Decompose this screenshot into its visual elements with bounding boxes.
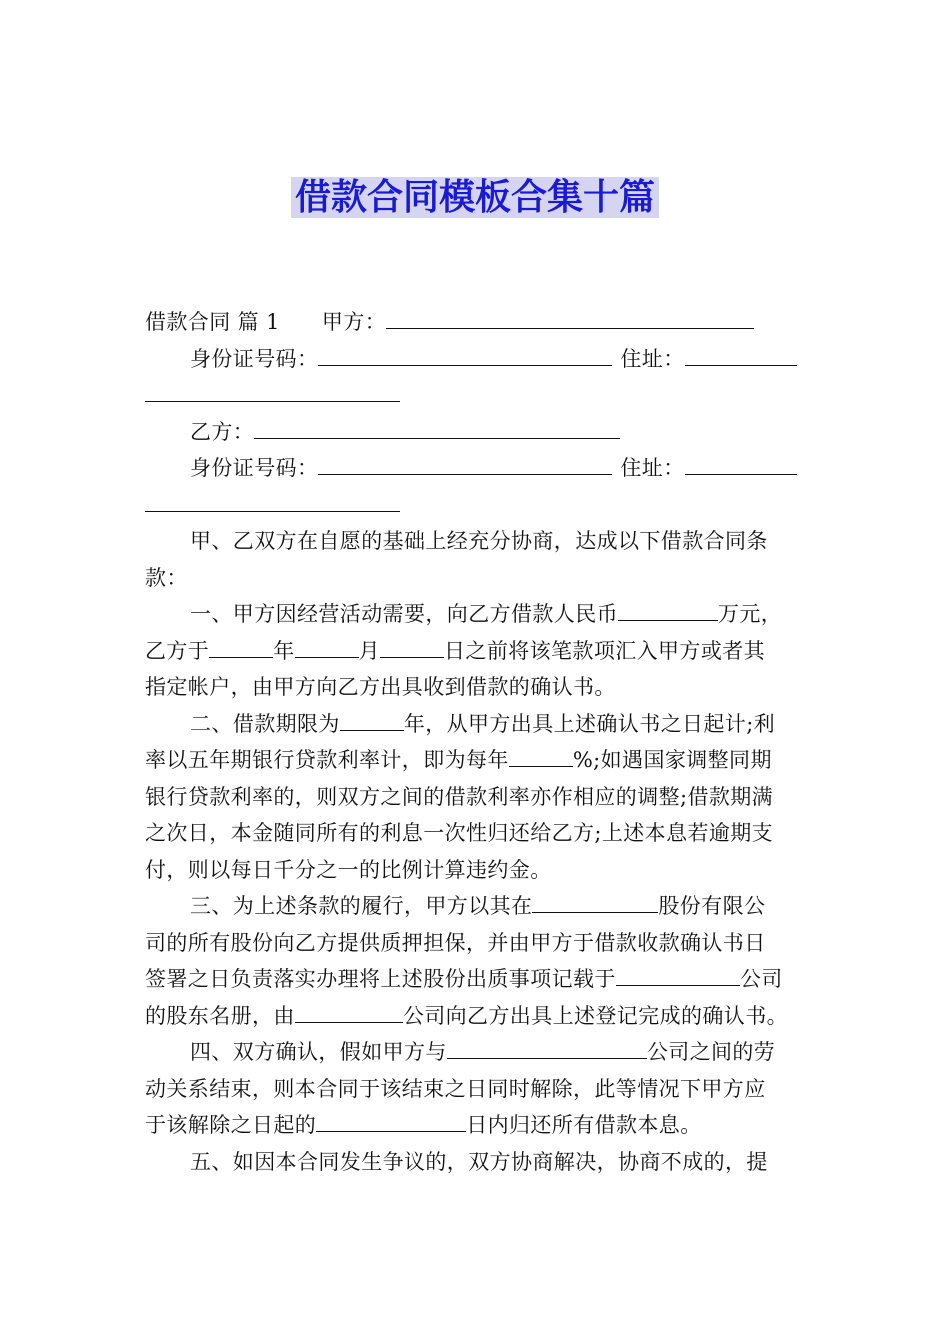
- party-a-address-cont: [145, 377, 809, 414]
- title-text: 借款合同模板合集十篇: [291, 177, 659, 218]
- company-blank: [447, 1036, 647, 1059]
- paragraph-line: [145, 560, 809, 597]
- text: 乙方于: [145, 638, 210, 663]
- id-label: 身份证号码：: [190, 346, 319, 371]
- document-title: [0, 172, 950, 224]
- address-blank: [685, 452, 797, 475]
- party-b-label: 乙方：: [190, 419, 255, 444]
- address-blank: [685, 343, 797, 366]
- company-blank: [616, 963, 740, 986]
- text: 公司向乙方出具上述登记完成的确认书。: [402, 1003, 789, 1028]
- text: 万元，: [718, 602, 783, 626]
- clause-3-line: [145, 925, 809, 962]
- text: 五、如因本合同发生争议的，双方协商解决，协商不成的，提: [190, 1149, 768, 1174]
- clause-2-line: [145, 779, 809, 816]
- amount-blank: [618, 598, 718, 621]
- clause-1-line: [145, 669, 809, 706]
- section-label: 借款合同 篇 1: [145, 310, 280, 334]
- text: 三、为上述条款的履行，甲方以其在: [190, 894, 533, 918]
- clause-1-line: [145, 633, 809, 670]
- text: 付，则以每日千分之一的比例计算违约金。: [145, 857, 552, 882]
- clause-4-line: [145, 1071, 809, 1108]
- clause-2-line: [145, 706, 809, 743]
- address-blank-cont: [145, 379, 400, 402]
- clause-2-line: [145, 815, 809, 852]
- text: 二、借款期限为: [190, 711, 340, 736]
- clause-4-line: [145, 1107, 809, 1144]
- text: 公司之间的劳: [646, 1040, 776, 1064]
- text: 司的所有股份向乙方提供质押担保，并由甲方于借款收款确认书日: [145, 930, 766, 955]
- clause-4-line: [145, 1034, 809, 1071]
- text: 月: [358, 638, 381, 663]
- address-label: 住址：: [620, 456, 685, 480]
- clause-3-line: [145, 888, 809, 925]
- text: 率以五年期银行贷款利率计，即为每年: [145, 748, 509, 772]
- address-blank-cont: [145, 489, 400, 512]
- text: 于该解除之日起的: [145, 1113, 317, 1137]
- address-label: 住址：: [620, 346, 685, 371]
- header-line: [145, 304, 809, 341]
- clause-3-line: [145, 998, 809, 1035]
- day-blank: [380, 635, 444, 658]
- text: 指定帐户，由甲方向乙方出具收到借款的确认书。: [145, 675, 616, 699]
- id-blank: [318, 452, 612, 475]
- text: %;如遇国家调整同期: [572, 748, 772, 772]
- id-blank: [318, 343, 612, 366]
- party-b-id-line: [145, 450, 809, 487]
- days-blank: [316, 1109, 466, 1132]
- month-blank: [295, 635, 359, 658]
- party-a-label: 甲方：: [321, 310, 387, 334]
- text: 的股东名册，由: [145, 1003, 295, 1028]
- clause-3-line: [145, 961, 809, 998]
- clause-2-line: [145, 852, 809, 889]
- party-b-blank: [254, 416, 620, 439]
- party-b-address-cont: [145, 487, 809, 524]
- company-blank: [295, 1000, 403, 1023]
- text: 年: [273, 638, 295, 663]
- text: 之次日，本金随同所有的利息一次性归还给乙方;上述本息若逾期支: [145, 821, 774, 845]
- party-b-line: [145, 414, 809, 451]
- text: 公司: [739, 967, 783, 991]
- term-blank: [340, 708, 404, 731]
- text: 款：: [145, 565, 188, 590]
- text: 年，从甲方出具上述确认书之日起计;利: [403, 711, 776, 736]
- party-a-id-line: [145, 341, 809, 378]
- clause-5-line: [145, 1144, 809, 1181]
- id-label: 身份证号码：: [190, 456, 319, 480]
- text: 一、甲方因经营活动需要，向乙方借款人民币: [190, 602, 618, 626]
- year-blank: [209, 635, 273, 658]
- clause-1-line: [145, 596, 809, 633]
- text: 日之前将该笔款项汇入甲方或者其: [444, 638, 766, 663]
- text: 四、双方确认，假如甲方与: [190, 1040, 447, 1064]
- text: 股份有限公: [658, 894, 766, 918]
- paragraph-line: [145, 523, 809, 560]
- text: 签署之日负责落实办理将上述股份出质事项记载于: [145, 967, 616, 991]
- party-a-blank: [386, 306, 754, 329]
- rate-blank: [509, 744, 573, 767]
- text: 银行贷款利率的，则双方之间的借款利率亦作相应的调整;借款期满: [145, 784, 774, 809]
- document-body: [145, 304, 809, 1180]
- company-blank: [532, 890, 658, 913]
- text: 动关系结束，则本合同于该结束之日同时解除，此等情况下甲方应: [145, 1076, 766, 1101]
- text: 甲、乙双方在自愿的基础上经充分协商，达成以下借款合同条: [190, 529, 768, 553]
- text: 日内归还所有借款本息。: [466, 1113, 702, 1137]
- clause-2-line: [145, 742, 809, 779]
